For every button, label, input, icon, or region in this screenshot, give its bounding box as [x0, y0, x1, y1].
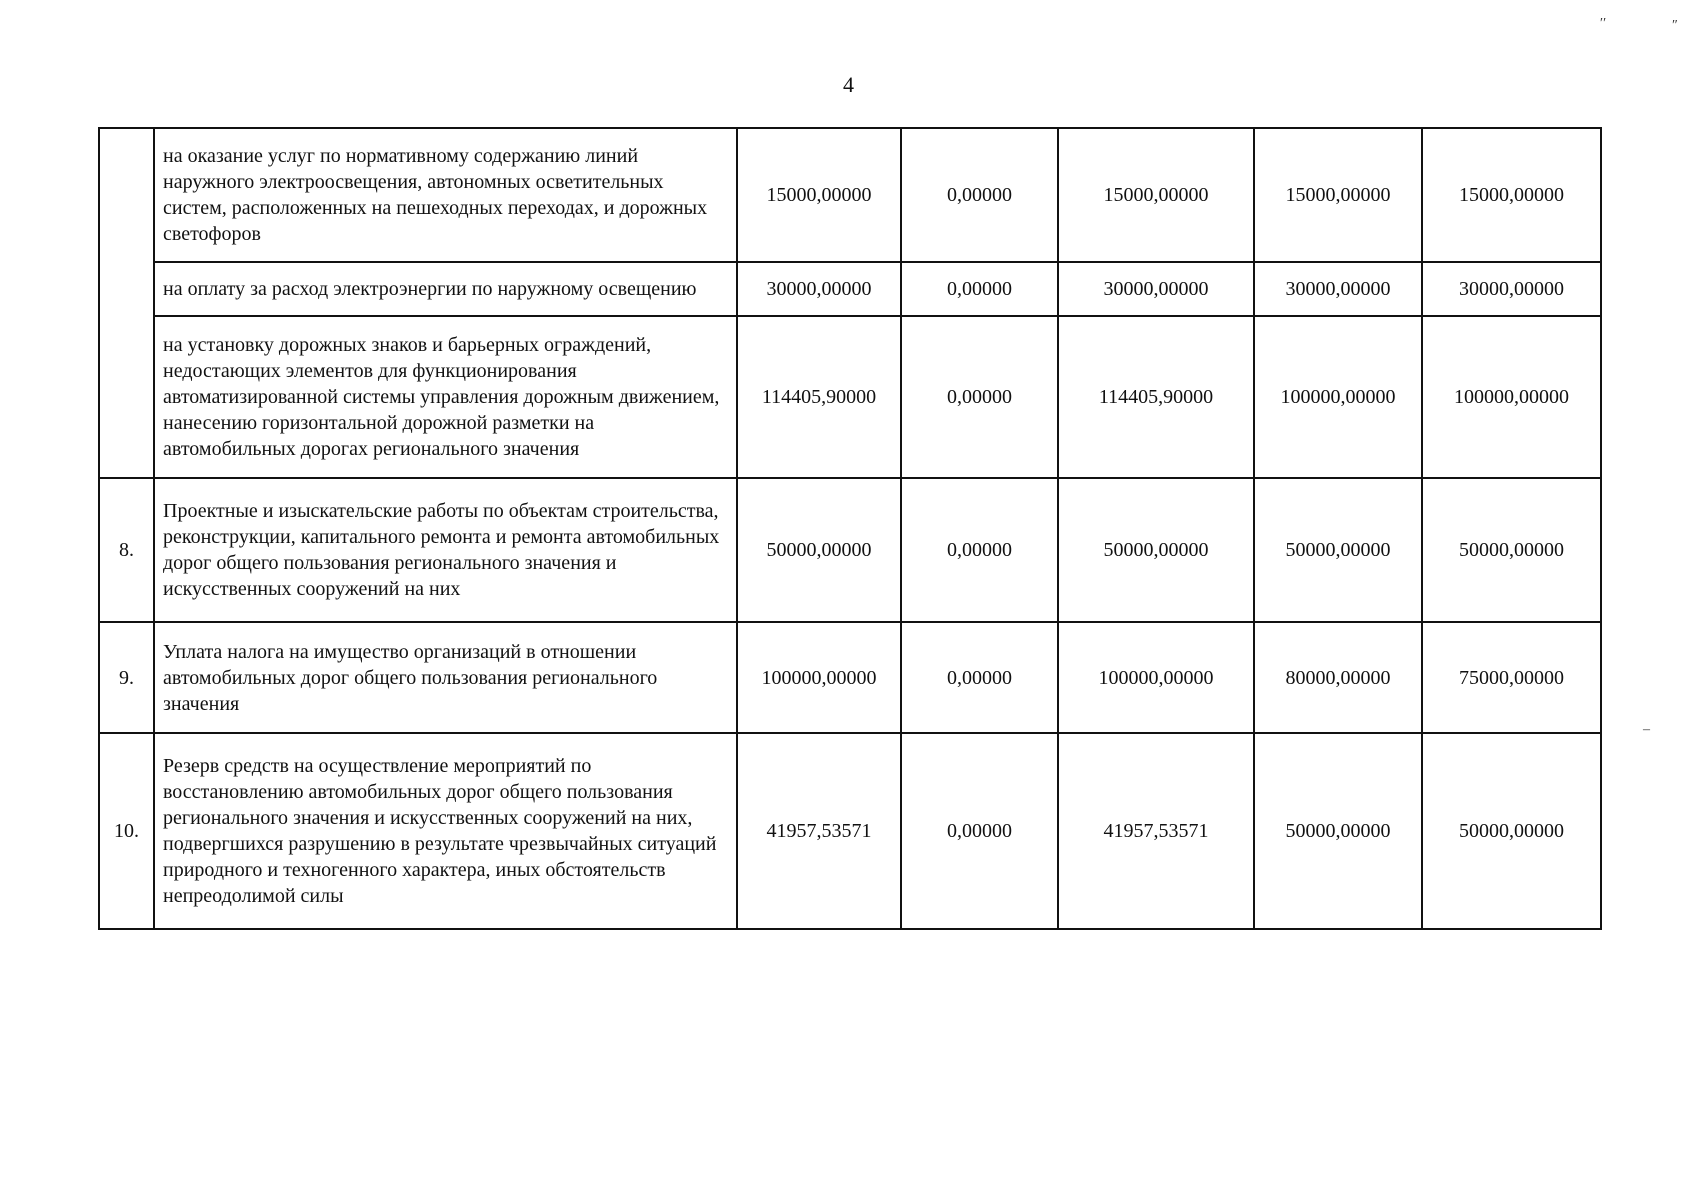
table-row [99, 733, 1601, 929]
value-cell: 50000,00000 [737, 478, 901, 622]
value-cell: 75000,00000 [1422, 622, 1601, 733]
table-row [99, 262, 1601, 316]
description-cell: Уплата налога на имущество организаций в отношении автомобильных дорог общего пользования регионального значения [154, 622, 737, 733]
table-row [99, 622, 1601, 733]
value-cell: 100000,00000 [1422, 316, 1601, 478]
budget-table [98, 127, 1602, 930]
value-cell: 50000,00000 [1058, 478, 1254, 622]
value-cell: 0,00000 [901, 262, 1058, 316]
description-cell: на оплату за расход электроэнергии по наружному освещению [154, 262, 737, 316]
value-cell: 50000,00000 [1422, 478, 1601, 622]
value-cell: 30000,00000 [1254, 262, 1422, 316]
value-cell: 41957,53571 [1058, 733, 1254, 929]
page-number: 4 [843, 72, 854, 97]
value-cell: 100000,00000 [1058, 622, 1254, 733]
value-cell: 80000,00000 [1254, 622, 1422, 733]
scan-speck-mark: ′′ [1600, 16, 1607, 31]
value-cell: 114405,90000 [1058, 316, 1254, 478]
value-cell: 100000,00000 [737, 622, 901, 733]
value-cell: 0,00000 [901, 733, 1058, 929]
value-cell: 0,00000 [901, 316, 1058, 478]
table-row [99, 478, 1601, 622]
row-number-cell: 9. [99, 622, 154, 733]
value-cell: 41957,53571 [737, 733, 901, 929]
value-cell: 30000,00000 [1422, 262, 1601, 316]
description-cell: Проектные и изыскательские работы по объектам строительства, реконструкции, капитального ремонта и ремонта автомобильных дорог общего пользования регионального значения и искусственных сооружений на них [154, 478, 737, 622]
value-cell: 30000,00000 [737, 262, 901, 316]
value-cell: 0,00000 [901, 128, 1058, 262]
scan-speck-mark: – [1643, 722, 1650, 737]
value-cell: 15000,00000 [737, 128, 901, 262]
value-cell: 30000,00000 [1058, 262, 1254, 316]
value-cell: 100000,00000 [1254, 316, 1422, 478]
table-row [99, 316, 1601, 478]
value-cell: 0,00000 [901, 622, 1058, 733]
value-cell: 114405,90000 [737, 316, 901, 478]
value-cell: 50000,00000 [1254, 733, 1422, 929]
row-number-cell: 8. [99, 478, 154, 622]
description-cell: на установку дорожных знаков и барьерных ограждений, недостающих элементов для функционирования автоматизированной системы управления дорожным движением, нанесению горизонтальной дорожной разметки на автомобильных дорогах регионального значения [154, 316, 737, 478]
scan-speck-mark: ″ [1672, 18, 1678, 33]
value-cell: 50000,00000 [1254, 478, 1422, 622]
value-cell: 15000,00000 [1254, 128, 1422, 262]
value-cell: 15000,00000 [1058, 128, 1254, 262]
value-cell: 15000,00000 [1422, 128, 1601, 262]
value-cell: 50000,00000 [1422, 733, 1601, 929]
table-row [99, 128, 1601, 262]
description-cell: на оказание услуг по нормативному содержанию линий наружного электроосвещения, автономных осветительных систем, расположенных на пешеходных переходах, и дорожных светофоров [154, 128, 737, 262]
value-cell: 0,00000 [901, 478, 1058, 622]
description-cell: Резерв средств на осуществление мероприятий по восстановлению автомобильных дорог общего пользования регионального значения и искусственных сооружений на них, подвергшихся разрушению в результате чрезвычайных ситуаций природного и техногенного характера, иных обстоятельств непреодолимой силы [154, 733, 737, 929]
row-number-cell [99, 128, 154, 478]
row-number-cell: 10. [99, 733, 154, 929]
